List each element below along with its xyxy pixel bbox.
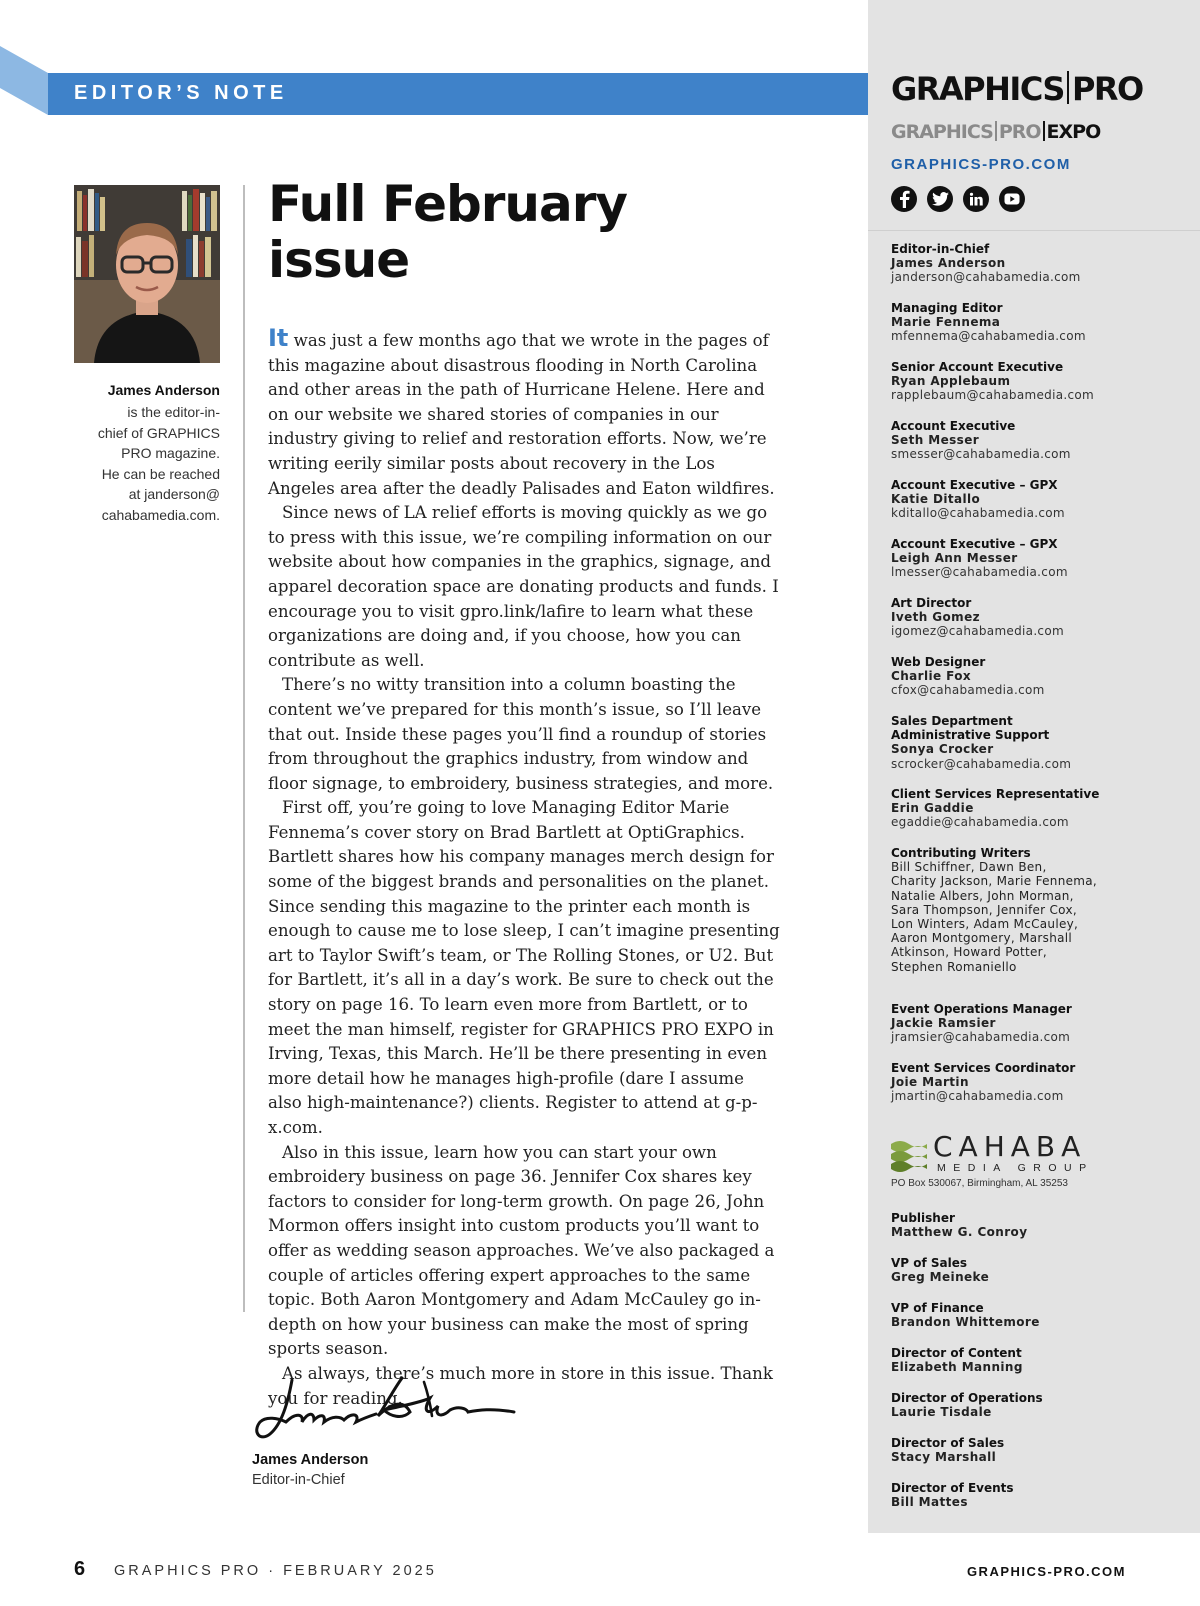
article-paragraph: There’s no witty transition into a column boasting the content we’ve prepared for this month’s issue, so I’ll leave that out. Inside these pages you’ll find a roundup of stories from throughout the graphics industry, from window and floor signage, to embroidery, business strategies, and more. [268, 675, 774, 793]
handwritten-signature [252, 1372, 522, 1442]
column-divider [243, 185, 245, 1312]
exec-entry: Director of Operations Laurie Tisdale [891, 1391, 1043, 1420]
cahaba-wave-icon [891, 1138, 927, 1174]
staff-entry: Event Operations Manager Jackie Ramsier jramsier@cahabamedia.com [891, 1002, 1072, 1045]
exec-entry: Director of Events Bill Mattes [891, 1481, 1014, 1510]
page-number: 6 [74, 1558, 86, 1580]
exec-entry: Director of Content Elizabeth Manning [891, 1346, 1023, 1375]
author-photo [74, 185, 220, 363]
facebook-icon[interactable] [891, 186, 917, 212]
article-paragraph: It was just a few months ago that we wrote in the pages of this magazine about disastrous flooding in North Carolina and other areas in the path of Hurricane Helene. Here and on our website we shared stories of companies in our industry giving to relief and restoration efforts. Now, we’re writing eerily similar posts about recovery in the Los Angeles area after the deadly Palisades and Eaton wildfires. [268, 324, 775, 498]
staff-entry: Account Executive Seth Messer smesser@cahabamedia.com [891, 419, 1071, 462]
staff-entry: Art Director Iveth Gomez igomez@cahabamedia.com [891, 596, 1064, 639]
sidebar-divider [868, 230, 1200, 231]
website-link[interactable]: GRAPHICS-PRO.COM [891, 156, 1071, 173]
drop-cap: It [268, 324, 289, 352]
social-links [891, 186, 1025, 212]
article-paragraph: First off, you’re going to love Managing Editor Marie Fennema’s cover story on Brad Bartlett at OptiGraphics. Bartlett shares how his company manages merch design for some of the biggest brands and personalities on the planet. Since sending this magazine to the printer each month is enough to cause me to lose sleep, I can’t imagine presenting art to Taylor Swift’s team, or The Rolling Stones, or U2. But for Bartlett, it’s all in a day’s work. Be sure to check out the story on page 16. To learn even more from Bartlett, or to meet the man himself, register for GRAPHICS PRO EXPO in Irving, Texas, this March. He’ll be there presenting in even more detail how he manages high-profile (dare I assume also high-maintenance?) clients. Register to attend at g-p-x.com. [268, 798, 780, 1137]
signature-name: James Anderson [252, 1452, 369, 1468]
staff-entry: Managing Editor Marie Fennema mfennema@cahabamedia.com [891, 301, 1086, 344]
staff-entry: Account Executive – GPX Katie Ditallo kditallo@cahabamedia.com [891, 478, 1065, 521]
staff-entry: Sales Department Administrative Support Sonya Crocker scrocker@cahabamedia.com [891, 714, 1072, 771]
article-paragraph: As always, there’s much more in store in this issue. Thank you for reading. [268, 1363, 773, 1408]
staff-entry: Senior Account Executive Ryan Applebaum rapplebaum@cahabamedia.com [891, 360, 1095, 403]
exec-entry: Publisher Matthew G. Conroy [891, 1211, 1028, 1240]
article-body [268, 326, 782, 1411]
exec-entry: VP of Finance Brandon Whittemore [891, 1301, 1040, 1330]
staff-entry: Client Services Representative Erin Gaddie egaddie@cahabamedia.com [891, 787, 1100, 830]
youtube-icon[interactable] [999, 186, 1025, 212]
signature-title: Editor-in-Chief [252, 1472, 345, 1488]
graphics-pro-logo: GRAPHICS PRO [891, 70, 1143, 108]
author-bio: is the editor-in- chief of GRAPHICS PRO magazine. He can be reached at janderson@ cahabamedia.com. [97, 404, 220, 523]
graphics-pro-expo-logo: GRAPHICS PRO EXPO [891, 121, 1101, 143]
article-paragraph: Since news of LA relief efforts is moving quickly as we go to press with this issue, we’re compiling information on our website about how companies in the graphics, signage, and apparel decoration space are donating products and funds. I encourage you to visit gpro.link/lafire to learn what these organizations are doing and, if you choose, how you can contribute as well. [268, 503, 779, 670]
footer-publication: GRAPHICS PRO · FEBRUARY 2025 [114, 1563, 437, 1579]
linkedin-icon[interactable] [963, 186, 989, 212]
contributing-writers: Contributing Writers Bill Schiffner, Dawn Ben, Charity Jackson, Marie Fennema, Natalie Albers, John Morman, Sara Thompson, Jennifer Cox, Lon Winters, Adam McCauley, Aaron Montgomery, Marshall Atkinson, Howard Potter, Stephen Romaniello [891, 846, 1098, 974]
exec-entry: VP of Sales Greg Meineke [891, 1256, 990, 1285]
author-name: James Anderson [107, 382, 220, 398]
exec-entry: Director of Sales Stacy Marshall [891, 1436, 1005, 1465]
article-title: Full February issue [268, 175, 628, 289]
footer-website[interactable]: GRAPHICS-PRO.COM [966, 1564, 1126, 1579]
staff-entry: Web Designer Charlie Fox cfox@cahabamedia.com [891, 655, 1045, 698]
section-label: EDITOR’S NOTE [74, 82, 288, 104]
staff-entry: Event Services Coordinator Joie Martin jmartin@cahabamedia.com [891, 1061, 1076, 1104]
staff-entry: Account Executive – GPX Leigh Ann Messer lmesser@cahabamedia.com [891, 537, 1068, 580]
staff-entry: Editor-in-Chief James Anderson janderson@cahabamedia.com [891, 242, 1081, 285]
twitter-icon[interactable] [927, 186, 953, 212]
cahaba-address: PO Box 530067, Birmingham, AL 35253 [891, 1178, 1068, 1189]
article-paragraph: Also in this issue, learn how you can start your own embroidery business on page 36. Jennifer Cox shares key factors to consider for long-term growth. On page 26, John Mormon offers insight into custom products you’ll want to offer as wedding season approaches. We’ve also packaged a couple of articles offering expert approaches to the same topic. Both Aaron Montgomery and Adam McCauley go in-depth on how your business can make the most of spring sports season. [268, 1142, 775, 1359]
